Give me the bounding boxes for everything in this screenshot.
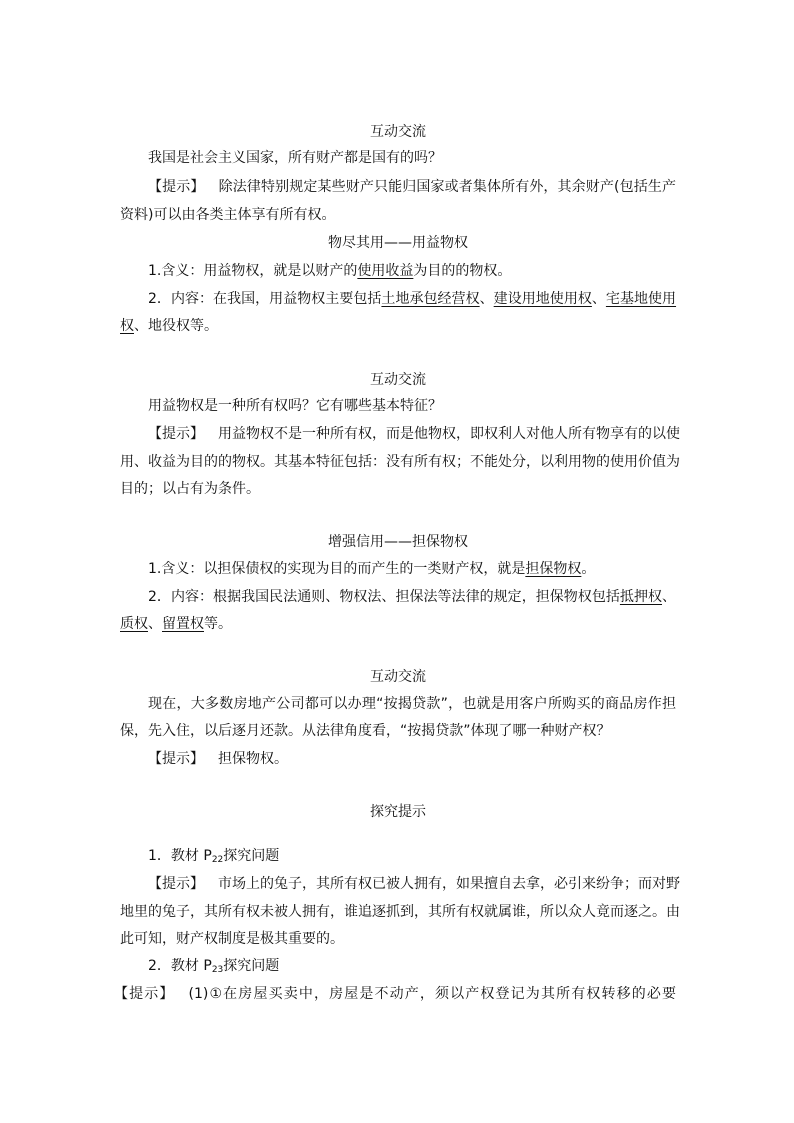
hint-line: 【提示】 (1)①在房屋买卖中，房屋是不动产，须以产权登记为其所有权转移的必要 xyxy=(114,986,676,1002)
hint-label: 【提示】 xyxy=(148,179,205,195)
content-line: 2．内容：在我国，用益物权主要包括土地承包经营权、建设用地使用权、宅基地使用 xyxy=(148,291,677,307)
section-heading: 增强信用——担保物权 xyxy=(328,534,468,550)
definition-line: 1.含义：用益物权，就是以财产的使用收益为目的的物权。 xyxy=(148,263,512,279)
question: 保，先入住，以后逐月还款。从法律角度看，“按揭贷款”体现了哪一种财产权？ xyxy=(120,723,611,739)
question: 现在，大多数房地产公司都可以办理“按揭贷款”，也就是用客户所购买的商品房作担 xyxy=(148,696,676,712)
hint-line: 【提示】 担保物权。 xyxy=(148,751,288,767)
hint-label: 【提示】 xyxy=(148,876,204,892)
section-heading: 探究提示 xyxy=(370,804,426,820)
hint-label: 【提示】 xyxy=(114,986,175,1002)
section-heading: 互动交流 xyxy=(370,124,426,140)
hint-label: 【提示】 xyxy=(148,751,204,767)
question: 我国是社会主义国家，所有财产都是国有的吗？ xyxy=(148,150,442,166)
hint-line: 目的；以占有为条件。 xyxy=(120,481,260,497)
section-heading: 物尽其用——用益物权 xyxy=(328,235,468,251)
hint-label: 【提示】 xyxy=(148,426,204,442)
textbook-item: 2．教材 $P_{23}$探究问题 xyxy=(148,958,280,975)
content-line: 权、地役权等。 xyxy=(120,318,218,334)
section-heading: 互动交流 xyxy=(370,372,426,388)
hint-line: 【提示】 市场上的兔子，其所有权已被人拥有，如果擅自去拿，必引来纷争；而对野 xyxy=(148,876,680,892)
content-line: 质权、留置权等。 xyxy=(120,616,232,632)
definition-line: 1.含义：以担保债权的实现为目的而产生的一类财产权，就是担保物权。 xyxy=(148,561,596,577)
section-heading: 互动交流 xyxy=(370,669,426,685)
hint-line: 此可知，财产权制度是极其重要的。 xyxy=(120,931,344,947)
hint-line: 【提示】 用益物权不是一种所有权，而是他物权，即权利人对他人所有物享有的以使 xyxy=(148,426,680,442)
hint-line: 用、收益为目的的物权。其基本特征包括：没有所有权；不能处分，以利用物的使用价值为 xyxy=(120,454,680,470)
textbook-item: 1．教材 $P_{22}$探究问题 xyxy=(148,848,280,865)
hint-line: 【提示】 除法律特别规定某些财产只能归国家或者集体所有外，其余财产(包括生产 xyxy=(148,179,677,195)
question: 用益物权是一种所有权吗？它有哪些基本特征？ xyxy=(148,398,442,414)
content-line: 2．内容：根据我国民法通则、物权法、担保法等法律的规定，担保物权包括抵押权、 xyxy=(148,589,677,605)
hint-line: 地里的兔子，其所有权未被人拥有，谁追逐抓到，其所有权就属谁，所以众人竟而逐之。由 xyxy=(120,904,680,920)
hint-line: 资料)可以由各类主体享有所有权。 xyxy=(120,207,336,223)
